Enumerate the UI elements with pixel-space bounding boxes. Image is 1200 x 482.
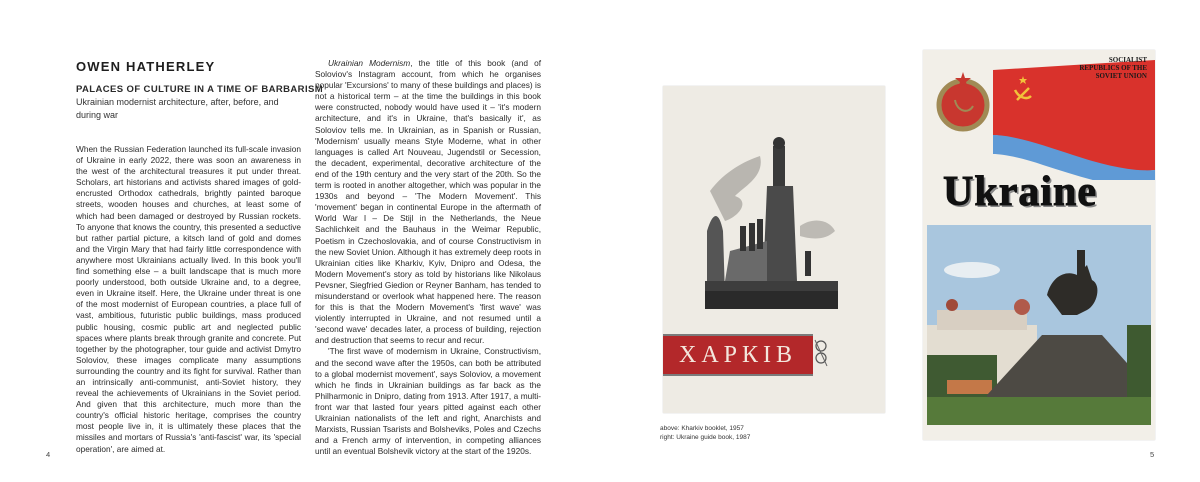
paragraph: When the Russian Federation launched its full-scale invasion of Ukraine in early 2022, there was soon an awareness in the west of the architectural treasures it put under threat. Scholars, art historians and activists shared images of gold-encrusted Orthodox cathedrals, brightly painted baroque streets, wooden houses and churches, at least some of which had been damaged or destroyed by Russian rockets. To anyone that knows the country, this presented a seductive but rather partial picture, a kitsch land of gold and domes and the Virgin Mary that had fairly little correspondence with anywhere most Ukrainians actually lived. In this book you'll find something else – a built landscape that is much more poorly understood, both outside Ukraine and, to a degree, even in Ukraine itself. Here, the Ukraine under threat is one of the most modernist of European countries, a place full of vast, ambitious, futuristic public buildings, mass produced public housing, cosmic public art and neglected public spaces where plants break through granite and concrete. Put together by the photographer, tour guide and activist Dmytro Soloviov, these images complicate many assumptions surrounding the country and its fight for survival. Rather than an intrinsically anti-communist, anti-Soviet history, they reveal the achievements of Ukrainians in the Soviet period. And given that this architecture, much more than the country's official historic heritage, comprises the country most people live in, it is ultimately these places that the missiles and mortars of Russia's 'anti-fascist' war, its 'special operation', are aimed at. [76,144,301,454]
monument-engraving-icon [705,131,838,311]
khmelnytsky-monument-photo-icon [927,225,1151,425]
ukraine-title: Ukraine [943,169,1097,215]
chapter-title: PALACES OF CULTURE IN A TIME OF BARBARISM [76,84,324,95]
page-number-left: 4 [46,450,51,459]
page-number-right: 5 [1150,450,1155,459]
author-name: OWEN HATHERLEY [76,59,216,74]
kharkiv-title-banner [663,334,813,376]
ussr-series-header: SOCIALIST REPUBLICS OF THE SOVIET UNION [1079,56,1147,80]
ukraine-guide-book-image [923,50,1155,440]
book-title-italic: Ukrainian Modernism [328,58,411,68]
chapter-subtitle: Ukrainian modernist architecture, after, before, and during war [76,97,279,120]
body-column-1 [76,144,301,455]
kharkiv-title: ХАРКІВ [678,341,798,368]
paragraph: 'The first wave of modernism in Ukraine, Constructivism, and the second wave after the 1950s, can both be attributed to a global modernist movement', says Soloviov, a movement which he finds in Ukrainian buildings as far back as the Philharmonic in Dnipro, dating from 1913. After 1917, a multi-front war that lasted four years pitted against each other Ukrainian nationalists of the left and right, Anarchists and Marxists, Russian Tsarists and Bolsheviks, Poles and Czechs and a French army of intervention, in competing alliances until an eventual Bolshevik victory at the start of the 1920s. [315,346,541,457]
kharkiv-booklet-image [663,86,885,413]
floral-ornament-icon [813,336,829,370]
paragraph [315,58,541,346]
image-caption: above: Kharkiv booklet, 1957 right: Ukraine guide book, 1987 [660,425,751,441]
paragraph-text: , the title of this book (and of Soloviov's Instagram account, from which he organises popular 'Excursions' to many of these buildings and places) is not a historical term – at the time the buildings in this book were constructed, nobody would have used it – 'it's modern architecture, and it's in Ukraine, that's basically it', as Soloviov tells me. In Ukrainian, as in Spanish or Russian, 'Modernism' usually means Style Moderne, what in other languages is called Art Nouveau, Jugendstil or Secession, the decadent, experimental, decorative architecture of the end of the 19th century and the very start of the 20th. So the term is rooted in another altogether, which was popular in the 1930s and beyond – 'The Modern Movement'. This 'movement' began in continental Europe in the aftermath of World War I – De Stijl in the Netherlands, the Neue Sachlichkeit and the Bauhaus in the Weimar Republic, Poetism in Czechoslovakia, and of course Constructivism in the new Soviet Union. Although it has extremely deep roots in Ukrainian cities like Kharkiv, Kyiv, Dnipro and Odesa, the Modern Movement's story as told by historians like Nikolaus Pevsner, Siegfried Giedion or Reyner Banham, has tended to misunderstand or overlook what happened here. The reason for this is that the Modern Movement's 'first wave' was violently interrupted in Ukraine, and not resumed until a 'second wave' decades later, a process of building, rejection and destruction that seems to recur and recur. [315,58,541,346]
body-column-2 [315,58,541,457]
